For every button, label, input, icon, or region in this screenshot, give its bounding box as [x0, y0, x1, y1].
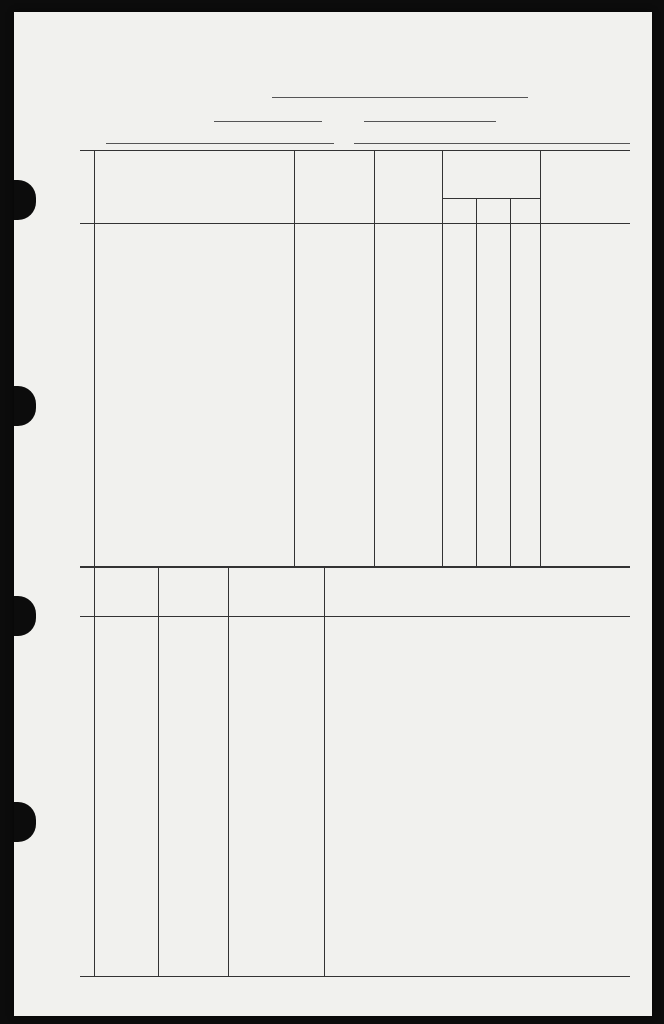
binder-hole [14, 596, 36, 636]
binder-hole [14, 180, 36, 220]
report-page [14, 12, 652, 1016]
binder-hole [14, 802, 36, 842]
binder-hole [14, 386, 36, 426]
